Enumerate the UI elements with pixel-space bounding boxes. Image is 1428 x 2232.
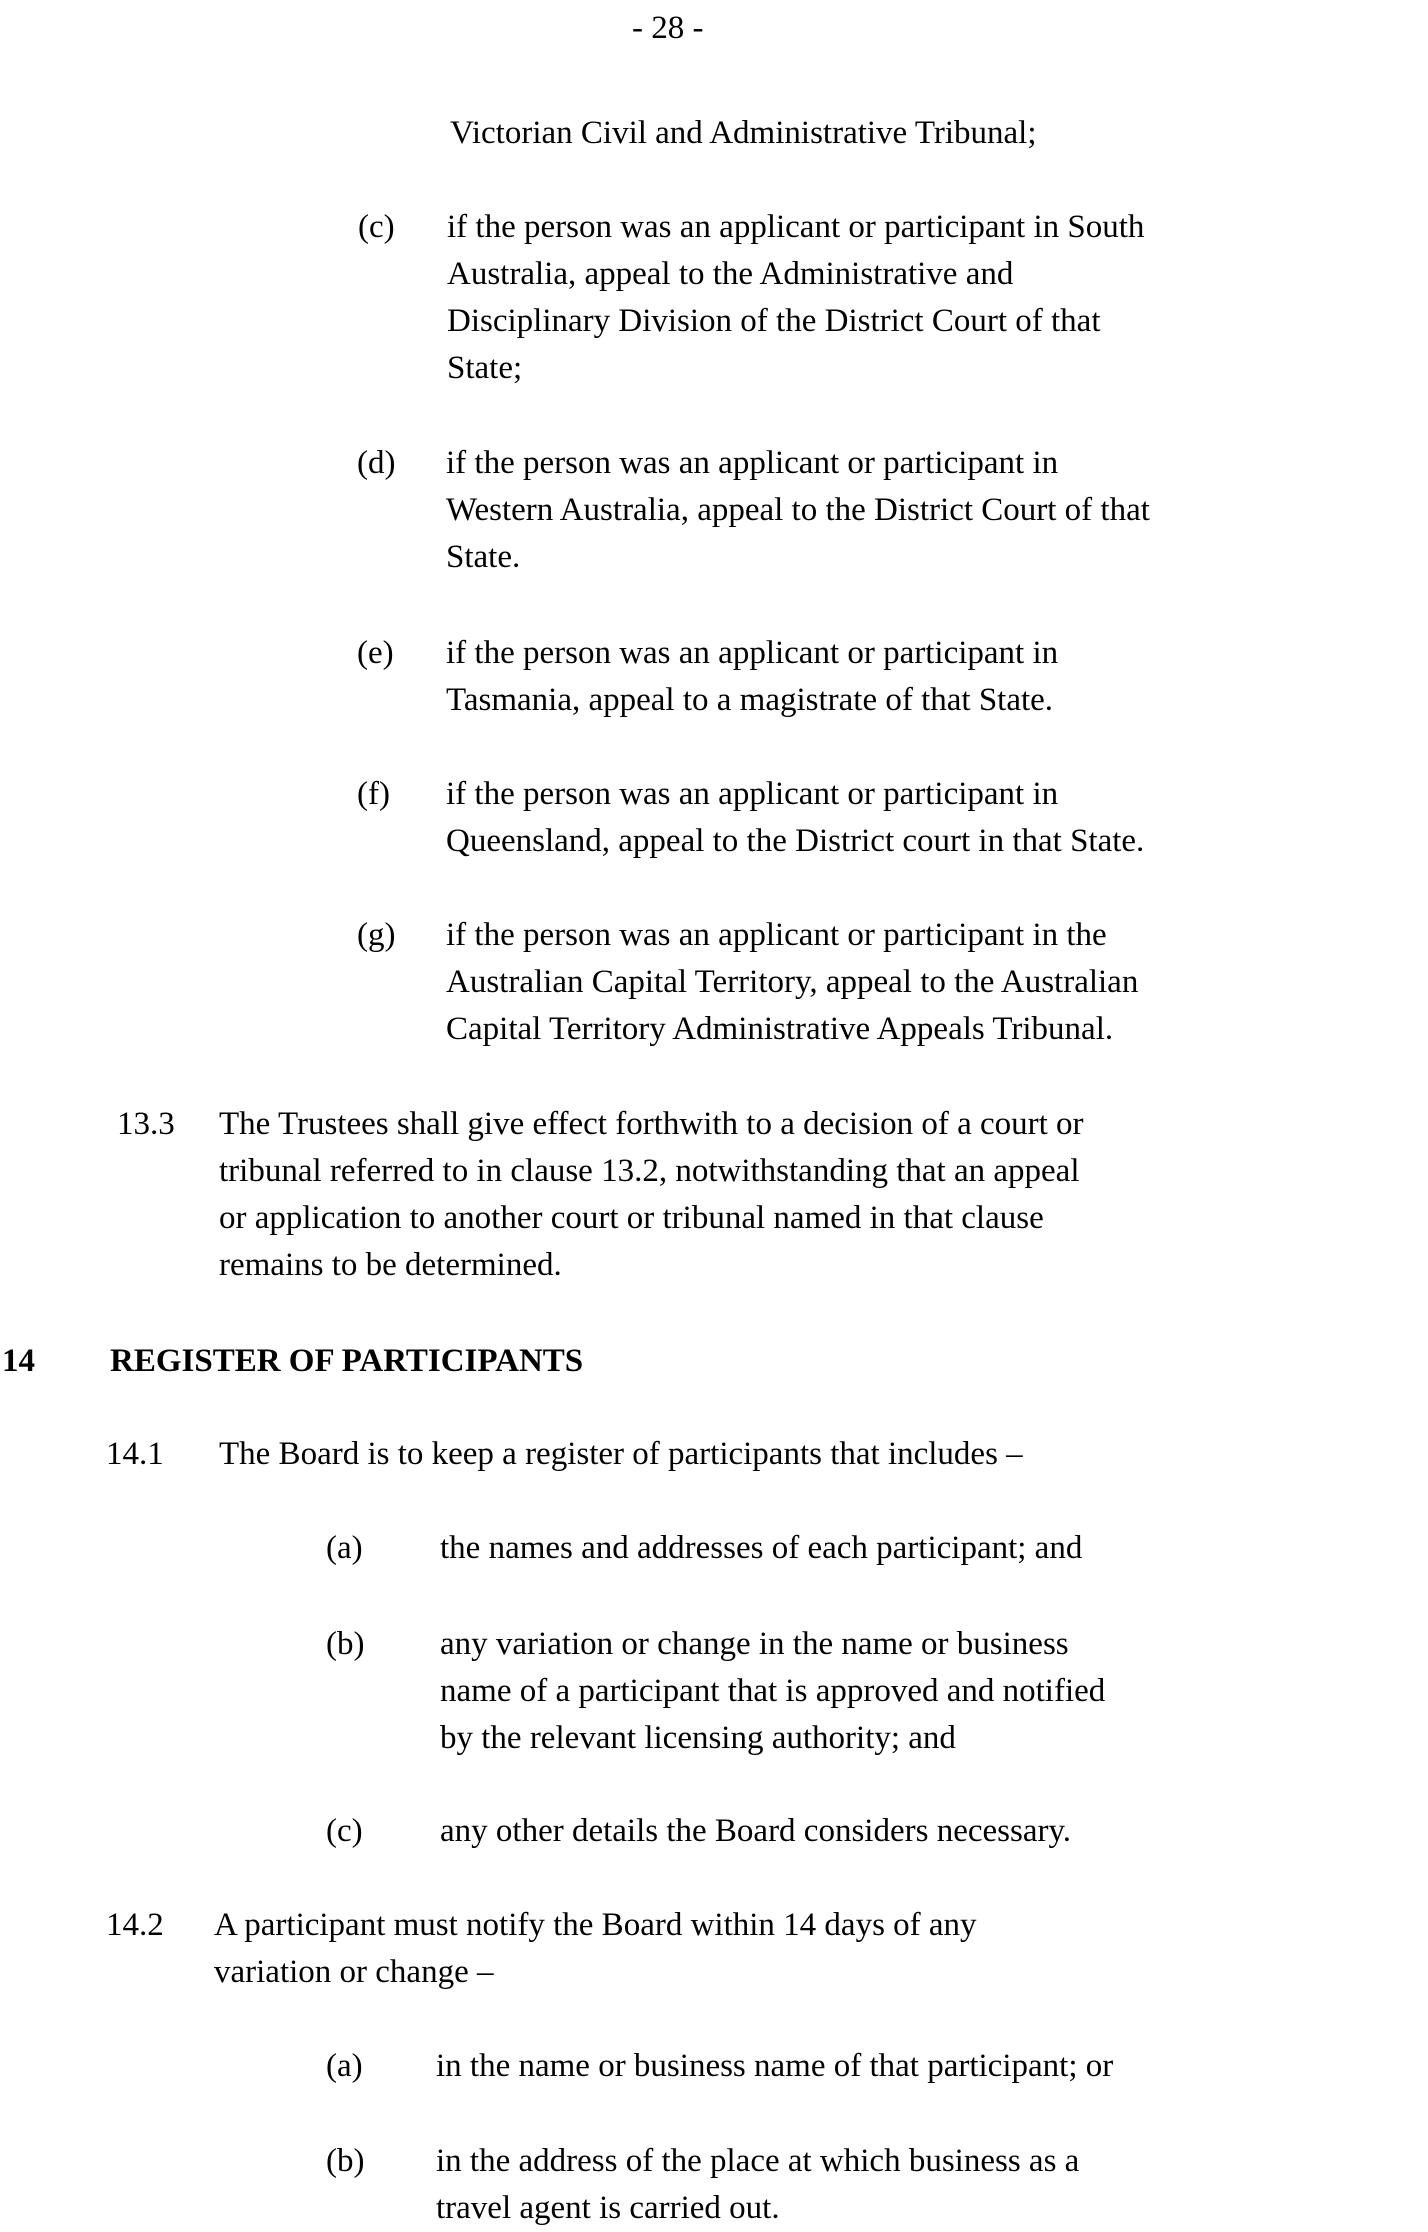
item-text-line: if the person was an applicant or participant in [446, 445, 1059, 481]
item-text-line: if the person was an applicant or participant in the [446, 917, 1107, 953]
item-text-line: travel agent is carried out. [436, 2190, 780, 2226]
clause-number: 14.2 [106, 1907, 164, 1943]
item-text-line: Tasmania, appeal to a magistrate of that State. [446, 682, 1054, 718]
clause-intro-line: A participant must notify the Board within 14 days of any [214, 1907, 977, 1943]
item-text-line: the names and addresses of each participant; and [440, 1530, 1083, 1566]
item-text-line: Capital Territory Administrative Appeals Tribunal. [446, 1011, 1114, 1047]
item-text-line: Australia, appeal to the Administrative and [447, 256, 1014, 292]
item-text-line: name of a participant that is approved and notified [440, 1673, 1106, 1709]
page-number: - 28 - [632, 10, 704, 46]
clause-text-line: or application to another court or tribunal named in that clause [219, 1200, 1044, 1236]
item-text-line: if the person was an applicant or participant in [446, 635, 1059, 671]
item-text-line: by the relevant licensing authority; and [440, 1720, 956, 1756]
item-text-line: Australian Capital Territory, appeal to the Australian [446, 964, 1139, 1000]
item-text-line: State. [446, 539, 521, 575]
clause-text-line: The Trustees shall give effect forthwith to a decision of a court or [219, 1106, 1084, 1142]
item-text-line: Queensland, appeal to the District court in that State. [446, 823, 1145, 859]
item-text-line: any variation or change in the name or business [440, 1626, 1069, 1662]
section-number: 14 [2, 1343, 35, 1379]
clause-text-line: remains to be determined. [219, 1247, 562, 1283]
item-text-line: State; [447, 350, 523, 386]
clause-number: 14.1 [106, 1436, 164, 1472]
item-label: (d) [357, 445, 396, 481]
clause-intro: The Board is to keep a register of participants that includes – [219, 1436, 1023, 1472]
item-text-line: Disciplinary Division of the District Court of that [447, 303, 1101, 339]
item-text-line: Western Australia, appeal to the District Court of that [446, 492, 1150, 528]
item-text-line: in the name or business name of that participant; or [436, 2048, 1114, 2084]
clause-intro-line: variation or change – [214, 1954, 494, 1990]
continuation-text: Victorian Civil and Administrative Tribunal; [450, 115, 1037, 151]
item-text-line: any other details the Board considers necessary. [440, 1813, 1072, 1849]
item-label: (g) [357, 917, 396, 953]
item-text-line: in the address of the place at which business as a [436, 2143, 1080, 2179]
clause-number: 13.3 [117, 1106, 175, 1142]
item-label: (c) [358, 209, 395, 245]
item-label: (e) [357, 635, 394, 671]
item-text-line: if the person was an applicant or participant in South [447, 209, 1145, 245]
clause-text-line: tribunal referred to in clause 13.2, notwithstanding that an appeal [219, 1153, 1080, 1189]
item-label: (f) [357, 776, 390, 812]
item-label: (b) [326, 1626, 365, 1662]
section-title: REGISTER OF PARTICIPANTS [110, 1343, 584, 1379]
item-label: (a) [326, 2048, 363, 2084]
item-text-line: if the person was an applicant or participant in [446, 776, 1059, 812]
item-label: (a) [326, 1530, 363, 1566]
item-label: (b) [326, 2143, 365, 2179]
item-label: (c) [326, 1813, 363, 1849]
